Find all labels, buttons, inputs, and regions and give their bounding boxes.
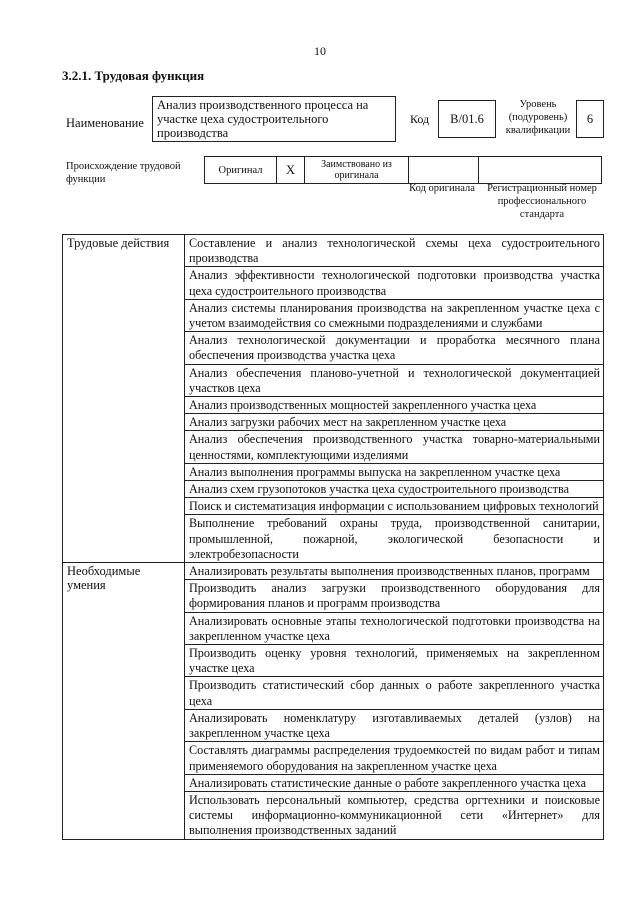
origin-original-cell: Оригинал bbox=[205, 157, 277, 183]
section-title-cell: Необходимые умения bbox=[63, 563, 185, 838]
table-row: Анализ обеспечения планово-учетной и технологической документацией участков цеха bbox=[185, 365, 603, 397]
section-group bbox=[63, 563, 603, 838]
page-number: 10 bbox=[314, 44, 326, 58]
origin-borrowed-cell: Заимствовано из оригинала bbox=[305, 157, 409, 183]
table-row: Анализ обеспечения производственного участка товарно-материальными ценностями, комплектующими изделиями bbox=[185, 431, 603, 463]
table-row: Анализ загрузки рабочих мест на закрепленном участке цеха bbox=[185, 414, 603, 431]
origin-mark-cell: X bbox=[277, 157, 305, 183]
table-row: Анализировать номенклатуру изготавливаемых деталей (узлов) на закрепленном участке цеха bbox=[185, 710, 603, 742]
table-row: Анализировать результаты выполнения производственных планов, программ bbox=[185, 563, 603, 580]
table-row: Выполнение требований охраны труда, производственной санитарии, промышленной, пожарной, экологической безопасности и электробезопасности bbox=[189, 516, 600, 561]
table-row: Анализ схем грузопотоков участка цеха судостроительного производства bbox=[185, 481, 603, 498]
section-group bbox=[63, 235, 603, 563]
original-code-cell bbox=[409, 157, 479, 183]
table-row: Поиск и систематизация информации с использованием цифровых технологий bbox=[185, 498, 603, 515]
table-row: Производить оценку уровня технологий, применяемых на закрепленном участке цеха bbox=[185, 645, 603, 677]
function-content-table bbox=[62, 234, 604, 840]
section-items bbox=[185, 563, 603, 838]
table-row: Составлять диаграммы распределения трудоемкостей по видам работ и типам применяемого оборудования на закрепленном участке цеха bbox=[185, 742, 603, 774]
table-row: Использовать персональный компьютер, средства оргтехники и поисковые системы информационно-коммуникационной сети «Интернет» для выполнения производственных заданий bbox=[189, 792, 600, 838]
qualification-level-field: 6 bbox=[576, 100, 604, 138]
code-label: Код bbox=[410, 112, 430, 126]
table-row: Анализ эффективности технологической подготовки производства участка цеха судостроительного производства bbox=[185, 267, 603, 299]
table-row: Производить статистический сбор данных о работе закрепленного участка цеха bbox=[185, 677, 603, 709]
section-items bbox=[185, 235, 603, 562]
function-name-field: Анализ производственного процесса на участке цеха судостроительного производства bbox=[152, 96, 396, 142]
code-field: B/01.6 bbox=[438, 100, 496, 138]
name-label: Наименование bbox=[66, 116, 144, 130]
section-title: 3.2.1. Трудовая функция bbox=[62, 68, 205, 83]
table-row: Производить анализ загрузки производственного оборудования для формирования планов и программ производства bbox=[185, 580, 603, 612]
table-row: Анализ выполнения программы выпуска на закрепленном участке цеха bbox=[185, 464, 603, 481]
origin-label: Происхождение трудовой функции bbox=[66, 161, 181, 185]
registration-number-label: Регистрационный номер профессионального стандарта bbox=[487, 183, 597, 220]
registration-number-cell bbox=[479, 157, 601, 183]
table-row: Анализ производственных мощностей закрепленного участка цеха bbox=[185, 397, 603, 414]
table-row: Составление и анализ технологической схемы цеха судостроительного производства bbox=[185, 235, 603, 267]
section-title-cell: Трудовые действия bbox=[63, 235, 185, 562]
table-row: Анализ технологической документации и проработка месячного плана обеспечения производства участка цеха bbox=[185, 332, 603, 364]
table-row: Анализировать статистические данные о работе закрепленного участка цеха bbox=[185, 775, 603, 792]
origin-table bbox=[204, 156, 602, 184]
table-row: Анализ системы планирования производства на закрепленном участке цеха с учетом взаимодействия со смежными подразделениями и службами bbox=[185, 300, 603, 332]
table-row: Анализировать основные этапы технологической подготовки производства на закрепленном участке цеха bbox=[185, 613, 603, 645]
original-code-label: Код оригинала bbox=[409, 183, 475, 194]
qualification-level-label: Уровень (подуровень) квалификации bbox=[505, 99, 571, 136]
